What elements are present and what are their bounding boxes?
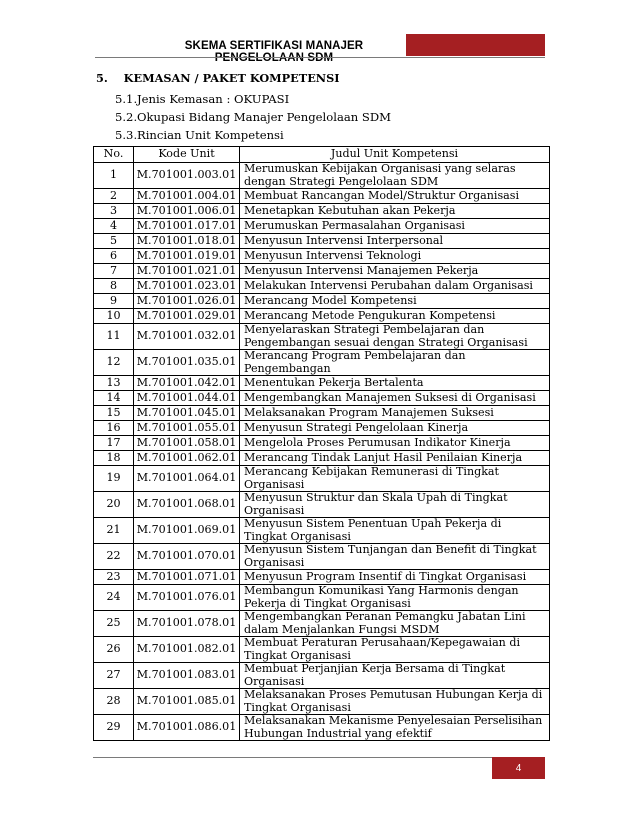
header-no: No.	[94, 147, 134, 163]
cell-no: 20	[94, 492, 134, 518]
cell-judul-unit: Melakukan Intervensi Perubahan dalam Organisasi	[240, 279, 550, 294]
cell-kode-unit: M.701001.017.01	[134, 219, 240, 234]
cell-judul-unit: Mengembangkan Peranan Pemangku Jabatan Lini dalam Menjalankan Fungsi MSDM	[240, 611, 550, 637]
cell-judul-unit: Membuat Peraturan Perusahaan/Kepegawaian di Tingkat Organisasi	[240, 637, 550, 663]
table-row	[94, 451, 550, 466]
table-row	[94, 492, 550, 518]
table-row	[94, 518, 550, 544]
table-row	[94, 391, 550, 406]
cell-kode-unit: M.701001.068.01	[134, 492, 240, 518]
cell-judul-unit: Merancang Model Kompetensi	[240, 294, 550, 309]
cell-kode-unit: M.701001.064.01	[134, 466, 240, 492]
cell-judul-unit: Menentukan Pekerja Bertalenta	[240, 376, 550, 391]
subsection-5-3	[115, 128, 284, 142]
cell-kode-unit: M.701001.085.01	[134, 689, 240, 715]
cell-kode-unit: M.701001.078.01	[134, 611, 240, 637]
cell-no: 24	[94, 585, 134, 611]
cell-no: 27	[94, 663, 134, 689]
cell-no: 9	[94, 294, 134, 309]
cell-no: 15	[94, 406, 134, 421]
cell-no: 28	[94, 689, 134, 715]
cell-kode-unit: M.701001.042.01	[134, 376, 240, 391]
header-accent-bar	[406, 34, 545, 56]
cell-kode-unit: M.701001.029.01	[134, 309, 240, 324]
cell-no: 14	[94, 391, 134, 406]
table-row	[94, 585, 550, 611]
page-number: 4	[515, 762, 522, 774]
subsection-text: Okupasi Bidang Manajer Pengelolaan SDM	[137, 110, 392, 124]
table-body	[94, 163, 550, 741]
table-row	[94, 376, 550, 391]
cell-judul-unit: Melaksanakan Mekanisme Penyelesaian Perselisihan Hubungan Industrial yang efektif	[240, 715, 550, 741]
cell-kode-unit: M.701001.026.01	[134, 294, 240, 309]
cell-kode-unit: M.701001.082.01	[134, 637, 240, 663]
cell-no: 3	[94, 204, 134, 219]
table-row	[94, 406, 550, 421]
cell-judul-unit: Melaksanakan Proses Pemutusan Hubungan Kerja di Tingkat Organisasi	[240, 689, 550, 715]
table-row	[94, 637, 550, 663]
cell-kode-unit: M.701001.070.01	[134, 544, 240, 570]
cell-no: 4	[94, 219, 134, 234]
subsection-number: 5.1.	[115, 92, 138, 106]
cell-judul-unit: Merumuskan Kebijakan Organisasi yang selaras dengan Strategi Pengelolaan SDM	[240, 163, 550, 189]
cell-kode-unit: M.701001.004.01	[134, 189, 240, 204]
subsection-number: 5.3.	[115, 128, 138, 142]
table-row	[94, 163, 550, 189]
cell-judul-unit: Merancang Program Pembelajaran dan Pengembangan	[240, 350, 550, 376]
cell-judul-unit: Menyusun Intervensi Interpersonal	[240, 234, 550, 249]
header-rule	[95, 57, 545, 58]
document-header-title: SKEMA SERTIFIKASI MANAJER PENGELOLAAN SDM	[184, 40, 364, 64]
cell-judul-unit: Menyusun Sistem Tunjangan dan Benefit di Tingkat Organisasi	[240, 544, 550, 570]
cell-judul-unit: Merancang Metode Pengukuran Kompetensi	[240, 309, 550, 324]
table-row	[94, 350, 550, 376]
cell-kode-unit: M.701001.076.01	[134, 585, 240, 611]
table-header-row	[94, 147, 550, 163]
header-judul-unit: Judul Unit Kompetensi	[240, 147, 550, 163]
cell-kode-unit: M.701001.083.01	[134, 663, 240, 689]
subsection-5-1	[115, 92, 289, 106]
subsection-5-2	[115, 110, 391, 124]
cell-no: 18	[94, 451, 134, 466]
cell-no: 25	[94, 611, 134, 637]
cell-no: 16	[94, 421, 134, 436]
cell-kode-unit: M.701001.019.01	[134, 249, 240, 264]
table-row	[94, 544, 550, 570]
cell-kode-unit: M.701001.006.01	[134, 204, 240, 219]
cell-kode-unit: M.701001.069.01	[134, 518, 240, 544]
cell-judul-unit: Menyusun Program Insentif di Tingkat Organisasi	[240, 570, 550, 585]
table-row	[94, 611, 550, 637]
cell-judul-unit: Membuat Perjanjian Kerja Bersama di Tingkat Organisasi	[240, 663, 550, 689]
cell-judul-unit: Melaksanakan Program Manajemen Suksesi	[240, 406, 550, 421]
cell-no: 5	[94, 234, 134, 249]
table-row	[94, 234, 550, 249]
cell-no: 29	[94, 715, 134, 741]
cell-no: 11	[94, 324, 134, 350]
cell-no: 8	[94, 279, 134, 294]
cell-judul-unit: Menyelaraskan Strategi Pembelajaran dan Pengembangan sesuai dengan Strategi Organisasi	[240, 324, 550, 350]
competency-units-table	[93, 146, 550, 741]
header-kode-unit: Kode Unit	[134, 147, 240, 163]
cell-judul-unit: Menetapkan Kebutuhan akan Pekerja	[240, 204, 550, 219]
cell-no: 2	[94, 189, 134, 204]
table-row	[94, 219, 550, 234]
table-row	[94, 689, 550, 715]
cell-judul-unit: Merumuskan Permasalahan Organisasi	[240, 219, 550, 234]
cell-no: 21	[94, 518, 134, 544]
cell-kode-unit: M.701001.086.01	[134, 715, 240, 741]
cell-judul-unit: Membangun Komunikasi Yang Harmonis dengan Pekerja di Tingkat Organisasi	[240, 585, 550, 611]
cell-kode-unit: M.701001.058.01	[134, 436, 240, 451]
cell-judul-unit: Menyusun Struktur dan Skala Upah di Tingkat Organisasi	[240, 492, 550, 518]
table-row	[94, 204, 550, 219]
cell-no: 13	[94, 376, 134, 391]
cell-no: 10	[94, 309, 134, 324]
section-heading	[96, 71, 340, 85]
cell-kode-unit: M.701001.018.01	[134, 234, 240, 249]
subsection-text: Rincian Unit Kompetensi	[137, 128, 284, 142]
cell-no: 23	[94, 570, 134, 585]
cell-judul-unit: Merancang Tindak Lanjut Hasil Penilaian Kinerja	[240, 451, 550, 466]
page-number-badge	[492, 757, 545, 779]
cell-no: 7	[94, 264, 134, 279]
cell-kode-unit: M.701001.021.01	[134, 264, 240, 279]
table-row	[94, 570, 550, 585]
table-row	[94, 249, 550, 264]
table-row	[94, 421, 550, 436]
subsection-number: 5.2.	[115, 110, 138, 124]
cell-kode-unit: M.701001.071.01	[134, 570, 240, 585]
cell-no: 19	[94, 466, 134, 492]
cell-judul-unit: Merancang Kebijakan Remunerasi di Tingkat Organisasi	[240, 466, 550, 492]
cell-no: 6	[94, 249, 134, 264]
cell-kode-unit: M.701001.062.01	[134, 451, 240, 466]
section-title: KEMASAN / PAKET KOMPETENSI	[123, 71, 340, 85]
cell-kode-unit: M.701001.035.01	[134, 350, 240, 376]
cell-kode-unit: M.701001.032.01	[134, 324, 240, 350]
cell-no: 26	[94, 637, 134, 663]
table-row	[94, 436, 550, 451]
cell-judul-unit: Mengembangkan Manajemen Suksesi di Organisasi	[240, 391, 550, 406]
cell-no: 17	[94, 436, 134, 451]
table-row	[94, 294, 550, 309]
cell-judul-unit: Membuat Rancangan Model/Struktur Organisasi	[240, 189, 550, 204]
cell-kode-unit: M.701001.055.01	[134, 421, 240, 436]
table-row	[94, 309, 550, 324]
subsection-text: Jenis Kemasan : OKUPASI	[137, 92, 290, 106]
table-row	[94, 466, 550, 492]
table-row	[94, 279, 550, 294]
cell-judul-unit: Menyusun Intervensi Manajemen Pekerja	[240, 264, 550, 279]
cell-kode-unit: M.701001.045.01	[134, 406, 240, 421]
cell-kode-unit: M.701001.023.01	[134, 279, 240, 294]
cell-judul-unit: Menyusun Strategi Pengelolaan Kinerja	[240, 421, 550, 436]
cell-no: 1	[94, 163, 134, 189]
cell-judul-unit: Menyusun Sistem Penentuan Upah Pekerja di Tingkat Organisasi	[240, 518, 550, 544]
cell-judul-unit: Mengelola Proses Perumusan Indikator Kinerja	[240, 436, 550, 451]
cell-no: 12	[94, 350, 134, 376]
cell-kode-unit: M.701001.003.01	[134, 163, 240, 189]
table-row	[94, 189, 550, 204]
section-number: 5.	[96, 71, 108, 85]
cell-no: 22	[94, 544, 134, 570]
cell-judul-unit: Menyusun Intervensi Teknologi	[240, 249, 550, 264]
table-row	[94, 715, 550, 741]
table-row	[94, 324, 550, 350]
table-row	[94, 663, 550, 689]
footer-rule	[93, 757, 545, 758]
cell-kode-unit: M.701001.044.01	[134, 391, 240, 406]
table-row	[94, 264, 550, 279]
